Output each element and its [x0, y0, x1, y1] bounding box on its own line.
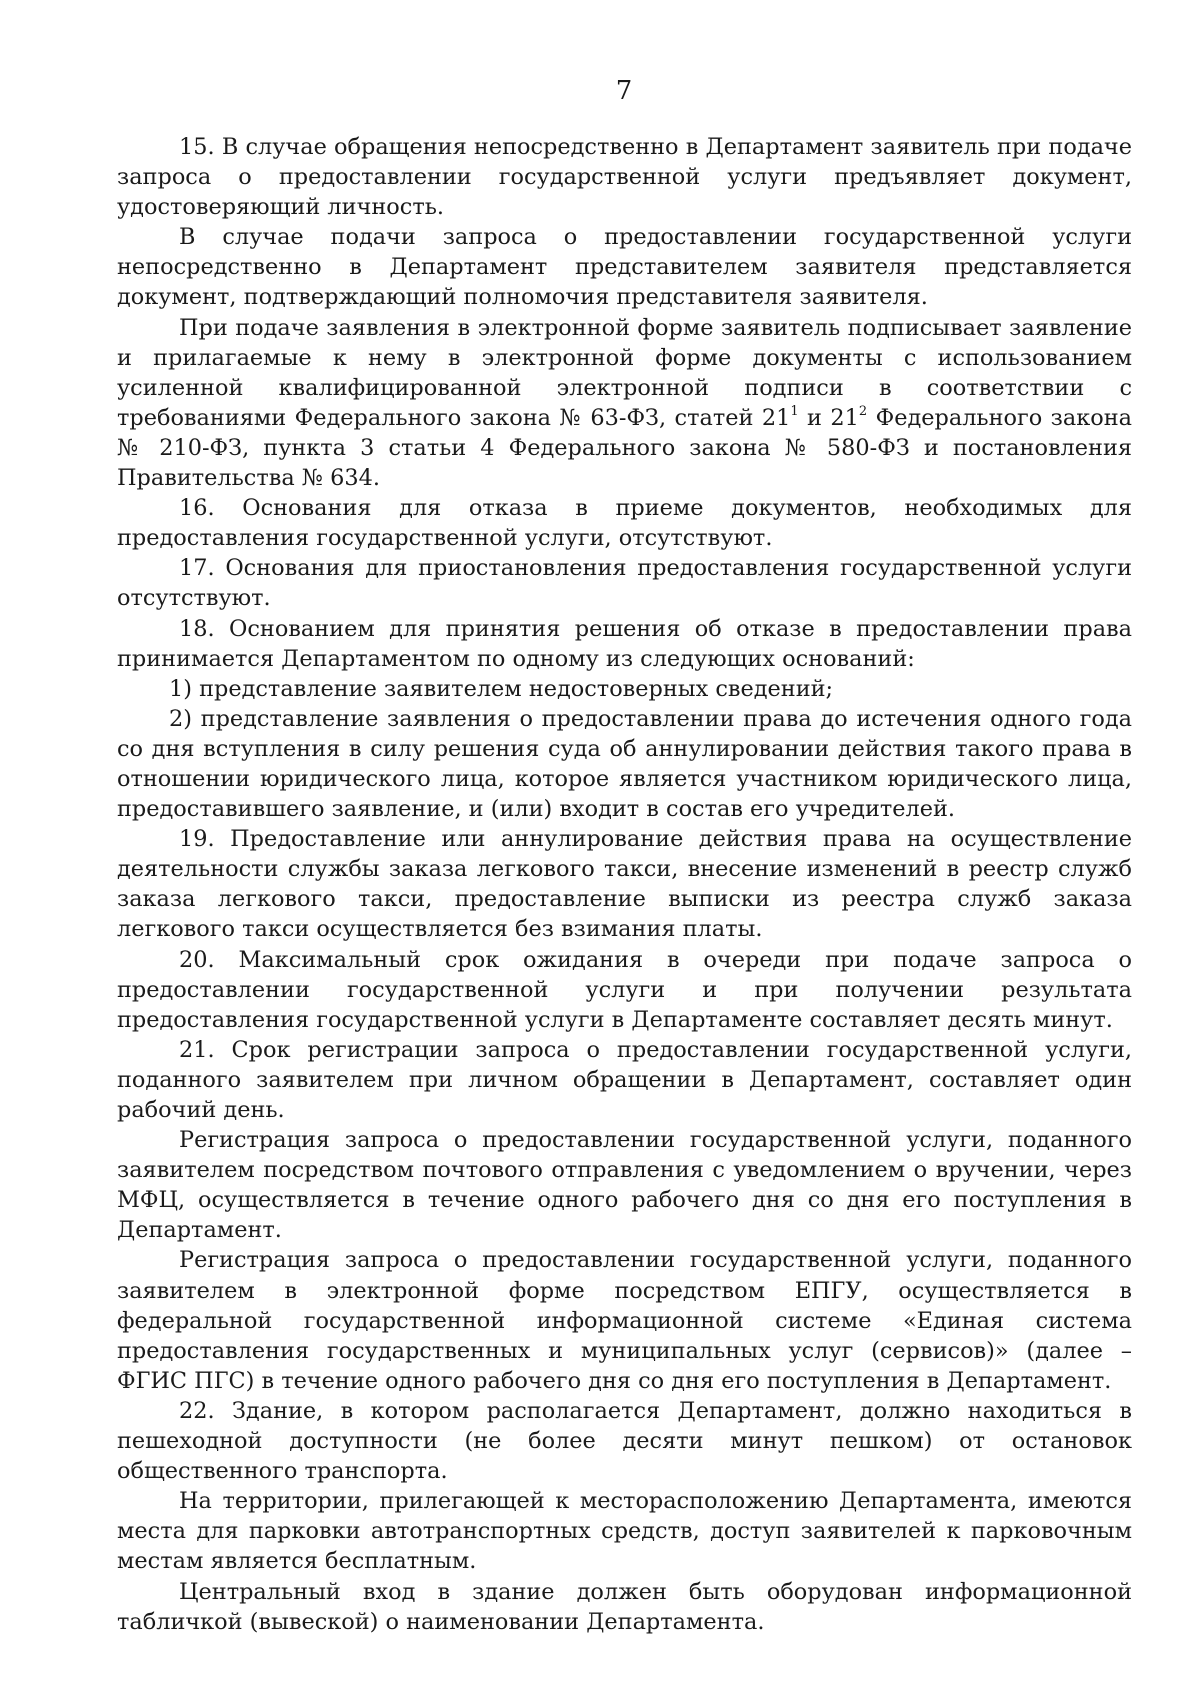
paragraph-18-item-2: 2) представление заявления о предоставлении права до истечения одного года со дня вступления в силу решения суда об аннулировании действия такого права в отношении юридического лица, которое является участником юридического лица, предоставившего заявление, и (или) входит в состав его учредителей. — [117, 705, 1132, 823]
superscript-1: 1 — [790, 403, 799, 419]
paragraph-19: 19. Предоставление или аннулирование действия права на осуществление деятельности службы заказа легкового такси, внесение изменений в реестр служб заказа легкового такси, предоставление выписки из реестра служб заказа легкового такси осуществляется без взимания платы. — [117, 826, 1132, 943]
paragraph-21-electronic: Регистрация запроса о предоставлении государственной услуги, поданного заявителем в электронной форме посредством ЕПГУ, осуществляется в федеральной государственной информационной системе «Единая система предоставления государственных и муниципальных услуг (сервисов)» (далее – ФГИС ПГС) в течение одного рабочего дня со дня его поступления в Департамент. — [117, 1247, 1132, 1394]
paragraph-18-item-1: 1) представление заявителем недостоверных сведений; — [169, 675, 834, 702]
superscript-2: 2 — [858, 403, 868, 419]
paragraph-22: 22. Здание, в котором располагается Департамент, должно находиться в пешеходной доступности (не более десяти минут пешком) от остановок общественного транспорта. — [117, 1397, 1132, 1485]
paragraph-18: 18. Основанием для принятия решения об отказе в предоставлении права принимается Департаментом по одному из следующих оснований: — [117, 615, 1132, 672]
paragraph-15-electronic-signature-text-c: Федерального закона № 210-ФЗ, пункта 3 статьи 4 Федерального закона № 580-ФЗ и постановления Правительства № 634. — [117, 404, 1132, 492]
paragraph-15-representative: В случае подачи запроса о предоставлении государственной услуги непосредственно в Департамент представителем заявителя представляется документ, подтверждающий полномочия представителя заявителя. — [117, 224, 1132, 311]
document-body — [117, 132, 1132, 1637]
paragraph-21: 21. Срок регистрации запроса о предоставлении государственной услуги, поданного заявителем при личном обращении в Департамент, составляет один рабочий день. — [117, 1036, 1132, 1123]
paragraph-21-postal: Регистрация запроса о предоставлении государственной услуги, поданного заявителем посредством почтового отправления с уведомлением о вручении, через МФЦ, осуществляется в течение одного рабочего дня со дня его поступления в Департамент. — [117, 1127, 1132, 1244]
paragraph-15: 15. В случае обращения непосредственно в Департамент заявитель при подаче запроса о предоставлении государственной услуги предъявляет документ, удостоверяющий личность. — [117, 134, 1132, 221]
paragraph-15-electronic-signature-text-a: При подаче заявления в электронной форме заявитель подписывает заявление и прилагаемые к нему в электронной форме документы с использованием усиленной квалифицированной электронной подписи в соответствии с требованиями Федерального закона № 63-ФЗ, статей 21 — [117, 314, 1132, 431]
paragraph-16: 16. Основания для отказа в приеме документов, необходимых для предоставления государственной услуги, отсутствуют. — [117, 495, 1132, 552]
paragraph-17: 17. Основания для приостановления предоставления государственной услуги отсутствуют. — [117, 555, 1132, 612]
paragraph-15-electronic-signature — [117, 313, 1132, 494]
paragraph-20: 20. Максимальный срок ожидания в очереди при подаче запроса о предоставлении государственной услуги и при получении результата предоставления государственной услуги в Департаменте составляет десять минут. — [117, 946, 1132, 1033]
page-number: 7 — [615, 76, 633, 106]
paragraph-22-parking: На территории, прилегающей к месторасположению Департамента, имеются места для парковки автотранспортных средств, доступ заявителей к парковочным местам является бесплатным. — [117, 1488, 1132, 1575]
paragraph-15-electronic-signature-text-b: и 21 — [798, 404, 859, 431]
paragraph-22-entrance: Центральный вход в здание должен быть оборудован информационной табличкой (вывеской) о наименовании Департамента. — [117, 1578, 1132, 1635]
